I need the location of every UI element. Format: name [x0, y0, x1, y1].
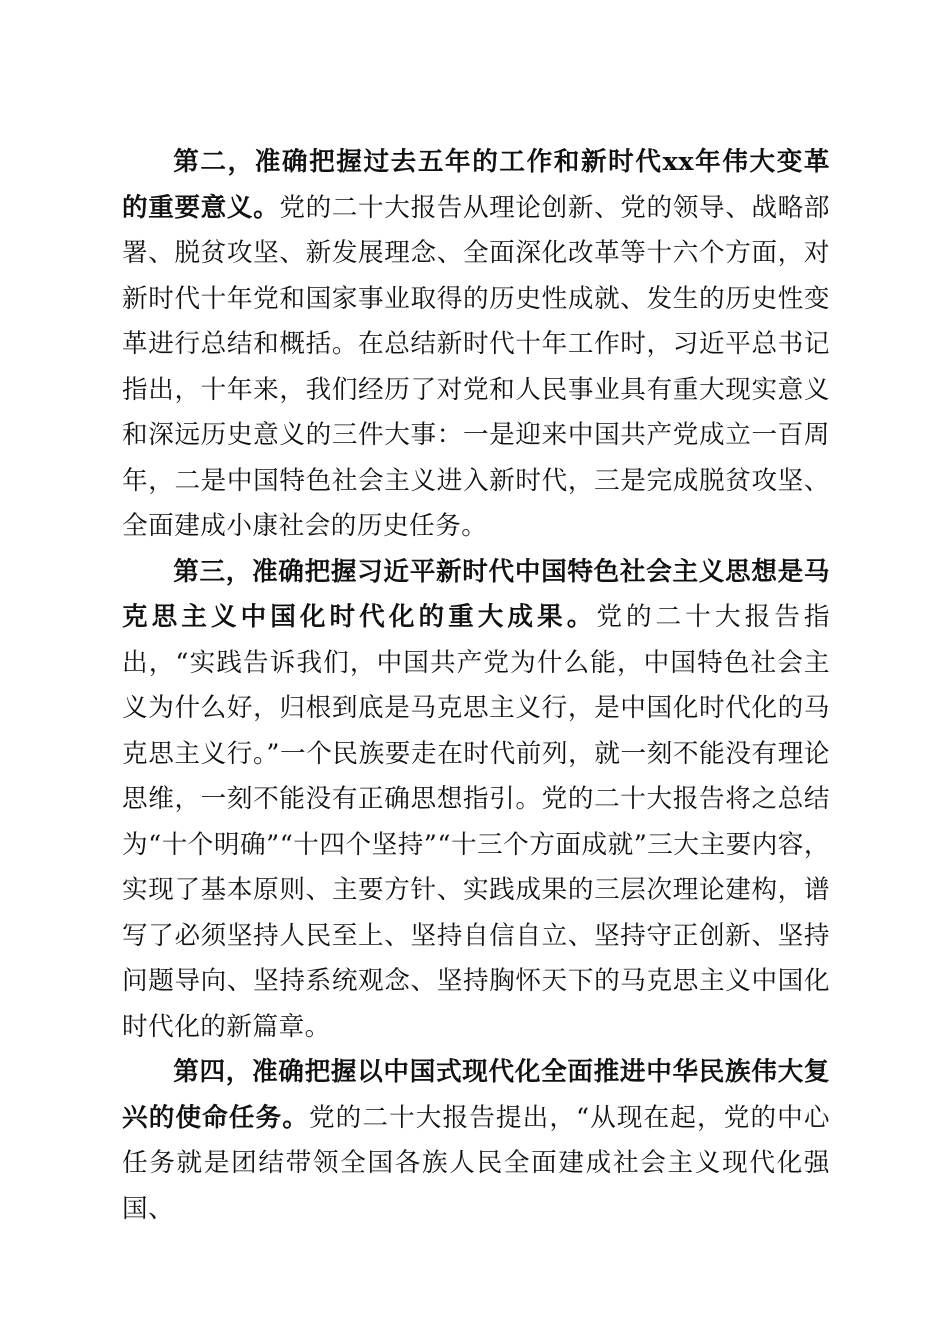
paragraph-body: 党的二十大报告从理论创新、党的领导、战略部署、脱贫攻坚、新发展理念、全面深化改革等十六个方面，对新时代十年党和国家事业取得的历史性成就、发生的历史性变革进行总结和概括。在总结新时代十年工作时，习近平总书记指出，十年来，我们经历了对党和人民事业具有重大现实意义和深远历史意义的三件大事：一是迎来中国共产党成立一百周年，二是中国特色社会主义进入新时代，三是完成脱贫攻坚、全面建成小康社会的历史任务。 — [122, 192, 830, 541]
paragraph-third — [122, 550, 830, 1051]
paragraph-fourth — [122, 1050, 830, 1232]
paragraph-heading: 第三，准确把握习近平新时代中国特色社会主义思想是马克思主义中国化时代化的重大成果。 — [122, 556, 830, 632]
paragraph-body: 党的二十大报告提出，“从现在起，党的中心任务就是团结带领全国各族人民全面建成社会主义现代化强国、 — [122, 1102, 830, 1224]
paragraph-second — [122, 140, 830, 550]
paragraph-heading: 第二，准确把握过去五年的工作和新时代xx年伟大变革的重要意义。 — [122, 147, 830, 223]
paragraph-body: 党的二十大报告指出，“实践告诉我们，中国共产党为什么能，中国特色社会主义为什么好，归根到底是马克思主义行，是中国化时代化的马克思主义行。”一个民族要走在时代前列，就一刻不能没有理论思维，一刻不能没有正确思想指引。党的二十大报告将之总结为“十个明确”“十四个坚持”“十三个方面成就”三大主要内容，实现了基本原则、主要方针、实践成果的三层次理论建构，谱写了必须坚持人民至上、坚持自信自立、坚持守正创新、坚持问题导向、坚持系统观念、坚持胸怀天下的马克思主义中国化时代化的新篇章。 — [122, 602, 830, 1042]
paragraph-heading: 第四，准确把握以中国式现代化全面推进中华民族伟大复兴的使命任务。 — [122, 1057, 830, 1133]
document-page — [122, 140, 830, 1232]
